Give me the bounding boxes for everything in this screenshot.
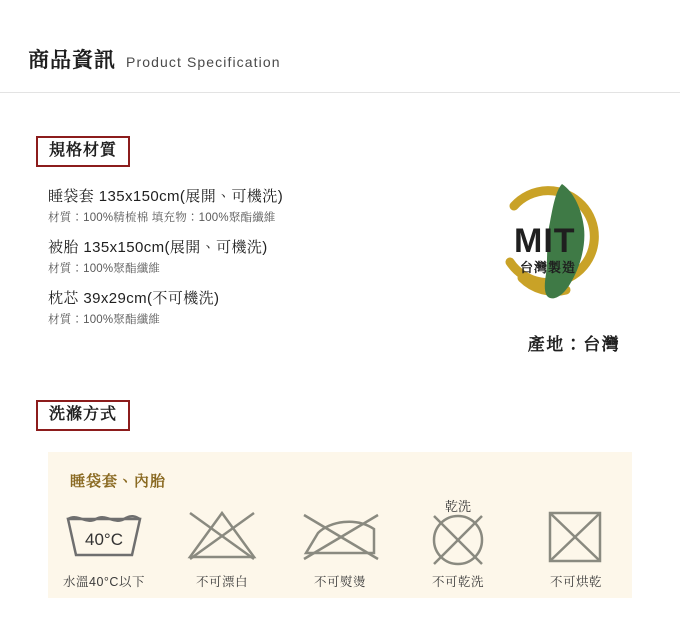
list-item xyxy=(48,237,428,278)
spec-item-material: 材質：100%聚酯纖維 xyxy=(48,262,161,275)
no-dryclean-icon xyxy=(408,496,508,568)
no-iron-icon xyxy=(290,496,390,568)
wash-care-caption: 不可熨燙 xyxy=(313,575,366,589)
wash-care-item xyxy=(407,496,509,590)
spec-item-main: 睡袋套 135x150cm(展開、可機洗) xyxy=(48,188,284,205)
spec-item-material: 材質：100%聚酯纖維 xyxy=(48,313,161,326)
svg-text:台灣製造: 台灣製造 xyxy=(520,260,577,275)
header-divider xyxy=(0,92,680,93)
mit-badge xyxy=(470,166,650,316)
page-title-zh: 商品資訊 xyxy=(28,49,116,72)
page-title-en: Product Specification xyxy=(126,54,281,70)
wash-care-item xyxy=(289,496,391,590)
wash-care-item xyxy=(53,496,155,590)
specification-list xyxy=(48,186,428,339)
wash-icon-row xyxy=(48,496,632,590)
wash-care-caption: 不可烘乾 xyxy=(549,575,602,589)
wash-care-caption: 不可漂白 xyxy=(195,575,248,589)
list-item xyxy=(48,186,428,227)
no-bleach-triangle-icon xyxy=(172,496,272,568)
dryclean-label: 乾洗 xyxy=(444,499,472,514)
section-heading-specification: 規格材質 xyxy=(36,136,130,167)
wash-care-caption: 水溫40°C以下 xyxy=(63,575,145,589)
wash-care-caption: 不可乾洗 xyxy=(431,575,484,589)
wash-tub-40-icon xyxy=(54,496,154,568)
svg-text:MIT: MIT xyxy=(514,222,576,260)
spec-item-material: 材質：100%精梳棉 填充物：100%聚酯纖維 xyxy=(48,211,276,224)
wash-care-item xyxy=(171,496,273,590)
no-tumble-dry-icon xyxy=(526,496,626,568)
mit-badge-graphic xyxy=(470,166,650,316)
list-item xyxy=(48,288,428,329)
spec-item-main: 被胎 135x150cm(展開、可機洗) xyxy=(48,239,268,256)
origin-label: 產地：台灣 xyxy=(527,335,621,354)
wash-temperature-value: 40°C xyxy=(85,530,123,549)
section-heading-washing: 洗滌方式 xyxy=(36,400,130,431)
wash-group-title: 睡袋套、內胎 xyxy=(70,473,167,490)
spec-item-main: 枕芯 39x29cm(不可機洗) xyxy=(48,290,220,307)
wash-care-item xyxy=(525,496,627,590)
page-header xyxy=(28,44,281,74)
